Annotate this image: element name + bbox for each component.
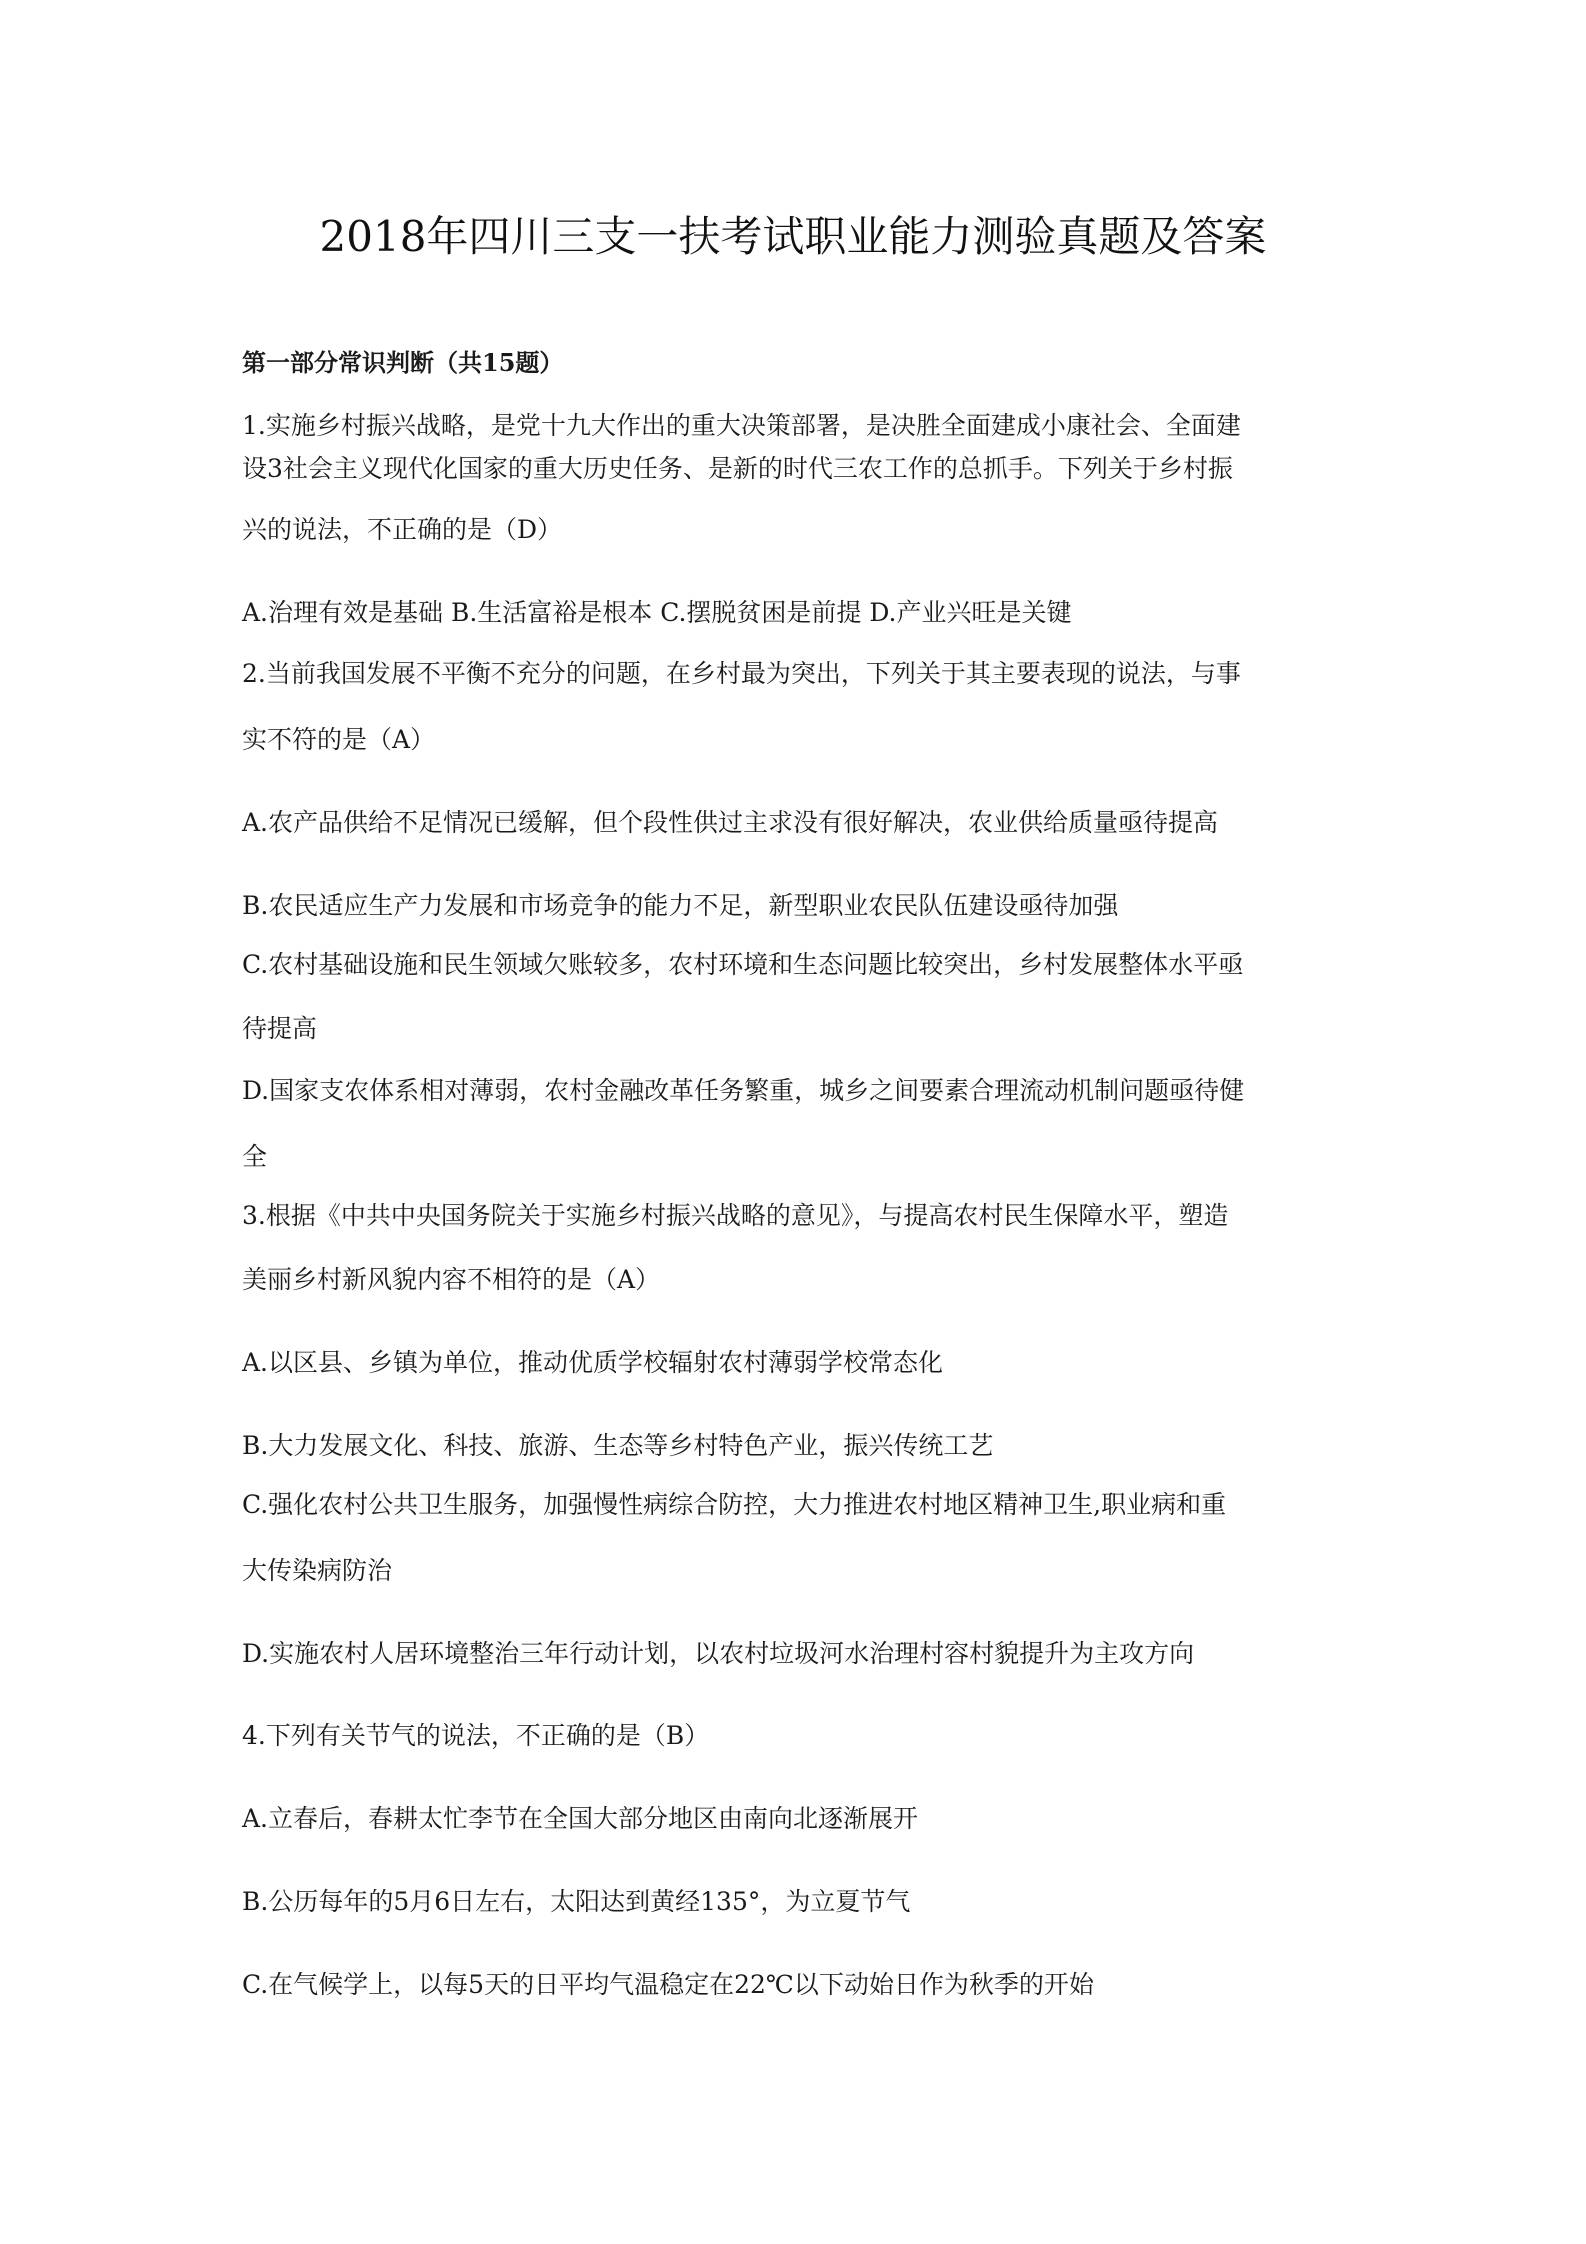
q1-stem-line1: 1.实施乡村振兴战略，是党十九大作出的重大决策部署，是决胜全面建成小康社会、全面建 xyxy=(242,411,1241,440)
q2-option-d-line1: D.国家支农体系相对薄弱，农村金融改革任务繁重，城乡之间要素合理流动机制问题亟待健 xyxy=(242,1076,1245,1105)
q4-option-a: A.立春后，春耕太忙李节在全国大部分地区由南向北逐渐展开 xyxy=(242,1804,919,1833)
q3-option-c-line2: 大传染病防治 xyxy=(242,1556,393,1585)
q1-stem-line3: 兴的说法，不正确的是（D） xyxy=(242,515,563,544)
q2-option-c-line2: 待提高 xyxy=(242,1014,318,1043)
q4-option-c: C.在气候学上，以每5天的日平均气温稳定在22℃以下动始日作为秋季的开始 xyxy=(242,1970,1094,1999)
section-heading: 第一部分常识判断（共15题） xyxy=(242,348,564,377)
q3-option-d: D.实施农村人居环境整治三年行动计划，以农村垃圾河水治理村容村貌提升为主攻方向 xyxy=(242,1639,1195,1668)
q3-stem-line2: 美丽乡村新风貌内容不相符的是（A） xyxy=(242,1265,661,1294)
q3-stem-line1: 3.根据《中共中央国务院关于实施乡村振兴战略的意见》，与提高农村民生保障水平，塑造 xyxy=(242,1201,1229,1230)
q1-options: A.治理有效是基础 B.生活富裕是根本 C.摆脱贫困是前提 D.产业兴旺是关键 xyxy=(242,598,1072,627)
q3-option-b: B.大力发展文化、科技、旅游、生态等乡村特色产业，振兴传统工艺 xyxy=(242,1431,994,1460)
q2-option-d-line2: 全 xyxy=(242,1142,268,1171)
q3-option-c-line1: C.强化农村公共卫生服务，加强慢性病综合防控，大力推进农村地区精神卫生,职业病和重 xyxy=(242,1490,1227,1519)
q2-stem-line1: 2.当前我国发展不平衡不充分的问题，在乡村最为突出，下列关于其主要表现的说法，与事 xyxy=(242,659,1241,688)
q1-stem-line2: 设3社会主义现代化国家的重大历史任务、是新的时代三农工作的总抓手。下列关于乡村振 xyxy=(242,454,1233,483)
q2-stem-line2: 实不符的是（A） xyxy=(242,725,436,754)
document-title: 2018年四川三支一扶考试职业能力测验真题及答案 xyxy=(319,212,1267,261)
q3-option-a: A.以区县、乡镇为单位，推动优质学校辐射农村薄弱学校常态化 xyxy=(242,1348,944,1377)
q2-option-a: A.农产品供给不足情况已缓解，但个段性供过主求没有很好解决，农业供给质量亟待提高 xyxy=(242,808,1219,837)
q4-option-b: B.公历每年的5月6日左右，太阳达到黄经135°，为立夏节气 xyxy=(242,1887,911,1916)
q2-option-c-line1: C.农村基础设施和民生领域欠账较多，农村环境和生态问题比较突出，乡村发展整体水平亟 xyxy=(242,950,1244,979)
q2-option-b: B.农民适应生产力发展和市场竞争的能力不足，新型职业农民队伍建设亟待加强 xyxy=(242,891,1119,920)
q4-stem: 4.下列有关节气的说法，不正确的是（B） xyxy=(242,1721,710,1750)
